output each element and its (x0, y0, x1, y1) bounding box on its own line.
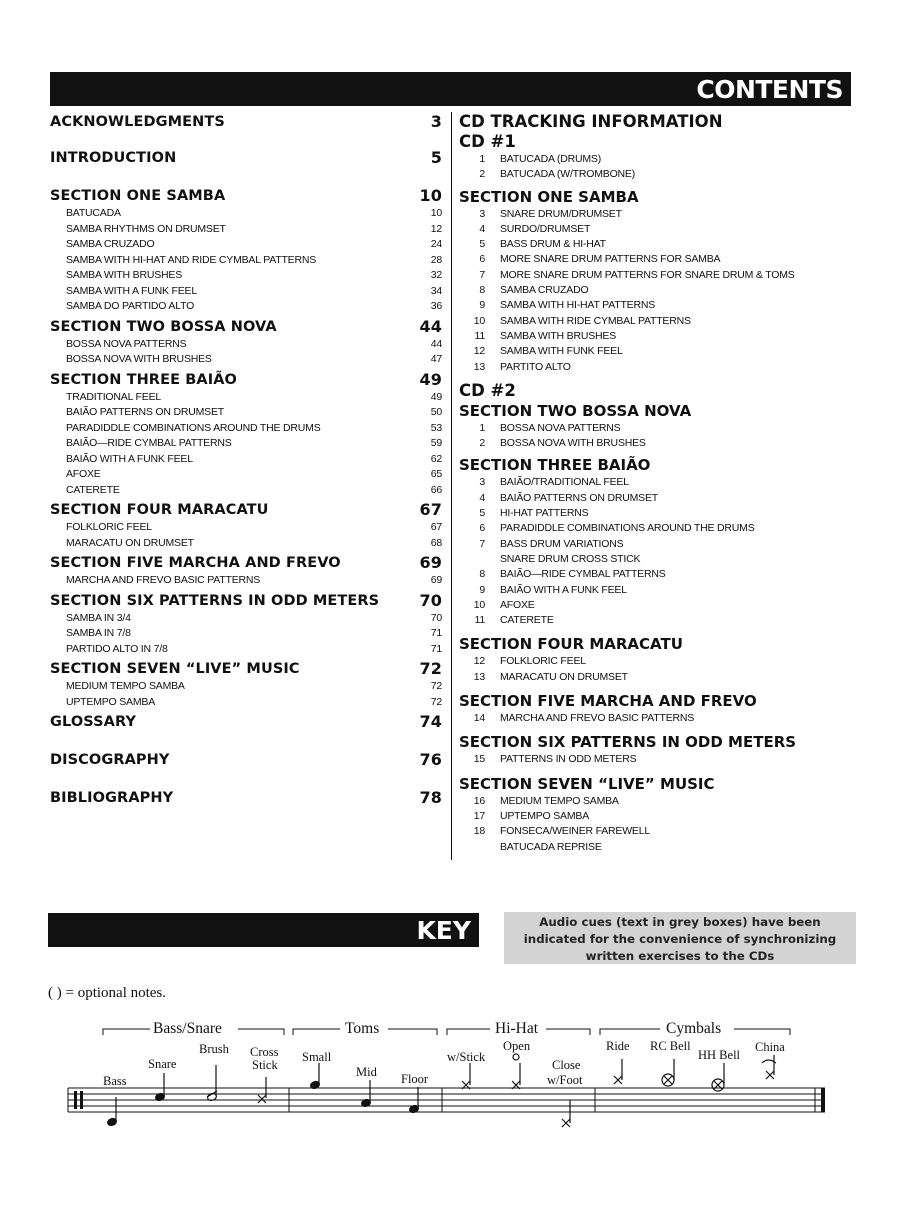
cd-track: 3 BAIÃO/TRADITIONAL FEEL (479, 476, 629, 489)
group-toms: Toms (345, 1020, 380, 1037)
cd-track: 12 FOLKLORIC FEEL (473, 655, 586, 668)
group-cymbals: Cymbals (666, 1020, 722, 1037)
percussion-clef (74, 1091, 77, 1109)
cd-track: 9 SAMBA WITH HI-HAT PATTERNS (479, 299, 656, 312)
label-china: China (755, 1040, 785, 1054)
contents-left-column (50, 112, 442, 808)
toc-introduction[interactable]: INTRODUCTION 5 (50, 148, 442, 167)
toc-item[interactable]: TRADITIONAL FEEL 49 (66, 390, 442, 403)
cd-track: 1 BATUCADA (DRUMS) (479, 153, 602, 165)
cd-track: 10 SAMBA WITH RIDE CYMBAL PATTERNS (473, 314, 691, 327)
cd-track: 2 BATUCADA (W/TROMBONE) (479, 168, 636, 181)
key-title: KEY (416, 916, 471, 945)
label-cross: Cross (250, 1045, 279, 1059)
cd-track: 13 MARACATU ON DRUMSET (473, 670, 628, 683)
cd-track: 17 UPTEMPO SAMBA (473, 809, 589, 822)
cd1-heading: CD #1 (459, 132, 516, 151)
toc-section-heading[interactable]: SECTION SIX PATTERNS IN ODD METERS 70 (50, 590, 442, 610)
toc-item[interactable]: AFOXE 65 (66, 468, 442, 480)
cd-track: 11 SAMBA WITH BRUSHES (474, 329, 617, 342)
group-bass-snare: Bass/Snare (153, 1020, 222, 1037)
toc-item[interactable]: BAIÃO WITH A FUNK FEEL 62 (66, 452, 442, 465)
cd-track: 8 BAIÃO—RIDE CYMBAL PATTERNS (479, 568, 666, 581)
label-close: Close (552, 1058, 581, 1072)
cd2-section-two-heading: SECTION TWO BOSSA NOVA (459, 401, 692, 420)
cd-track: 12 SAMBA WITH FUNK FEEL (473, 345, 623, 358)
cd2-heading: CD #2 (459, 380, 516, 400)
cd-track: 13 PARTITO ALTO (473, 360, 571, 373)
toc-item[interactable]: SAMBA WITH A FUNK FEEL 34 (66, 284, 442, 297)
cd-track: 8 SAMBA CRUZADO (479, 284, 589, 297)
cd2-section-six-heading: SECTION SIX PATTERNS IN ODD METERS (459, 733, 797, 752)
cd-track: 7 BASS DRUM VARIATIONS (479, 537, 624, 550)
label-floor: Floor (401, 1072, 429, 1086)
toc-item[interactable]: UPTEMPO SAMBA 72 (66, 695, 442, 708)
toc-item[interactable]: MEDIUM TEMPO SAMBA 72 (66, 680, 442, 692)
toc-item[interactable]: SAMBA WITH HI-HAT AND RIDE CYMBAL PATTERNS 28 (66, 253, 442, 266)
toc-section-heading[interactable]: SECTION FOUR MARACATU 67 (50, 500, 442, 519)
optional-notes-legend: ( ) = optional notes. (48, 985, 167, 1001)
audio-cues-note: Audio cues (text in grey boxes) have been indicated for the convenience of synchronizing written exercises to the CDs (504, 912, 856, 964)
cd-track: 5 BASS DRUM & HI-HAT (479, 238, 606, 251)
cd2-section-seven-heading: SECTION SEVEN “LIVE” MUSIC (459, 774, 715, 793)
cd-track: 1 BOSSA NOVA PATTERNS (479, 421, 621, 434)
toc-item[interactable]: SAMBA CRUZADO 24 (66, 238, 442, 250)
cd-track: 10 AFOXE (473, 598, 535, 611)
cd-track: 11 CATERETE (474, 614, 554, 627)
label-rc-bell: RC Bell (650, 1039, 691, 1053)
toc-item[interactable]: FOLKLORIC FEEL 67 (66, 521, 442, 533)
drum-key-notation (0, 1005, 900, 1205)
note-cross-stick (258, 1095, 266, 1103)
label-ride: Ride (606, 1039, 630, 1053)
toc-section-heading[interactable]: SECTION THREE BAIÃO 49 (50, 369, 442, 389)
toc-item[interactable]: SAMBA DO PARTIDO ALTO 36 (66, 300, 442, 312)
contents-header-bar (50, 72, 851, 106)
label-small: Small (302, 1050, 332, 1064)
cd-track: 9 BAIÃO WITH A FUNK FEEL (479, 583, 627, 596)
cd-track: 14 MARCHA AND FREVO BASIC PATTERNS (473, 712, 695, 725)
cd-track: 7 MORE SNARE DRUM PATTERNS FOR SNARE DRUM & TOMS (479, 268, 795, 281)
toc-item[interactable]: BAIÃO PATTERNS ON DRUMSET 50 (66, 406, 442, 418)
toc-section-heading[interactable]: SECTION TWO BOSSA NOVA 44 (50, 316, 442, 336)
toc-section-heading[interactable]: SECTION ONE SAMBA 10 (50, 186, 442, 205)
cd-tracking-title: CD TRACKING INFORMATION (459, 112, 723, 131)
cd-track: 2 BOSSA NOVA WITH BRUSHES (479, 437, 646, 450)
toc-glossary[interactable]: GLOSSARY 74 (50, 712, 442, 731)
cd2-section-four-heading: SECTION FOUR MARACATU (459, 635, 683, 654)
label-stick: Stick (252, 1058, 278, 1072)
cd-track: 16 MEDIUM TEMPO SAMBA (473, 794, 619, 807)
cd-track: 4 BAIÃO PATTERNS ON DRUMSET (479, 491, 658, 504)
toc-bibliography[interactable]: BIBLIOGRAPHY 78 (50, 788, 442, 807)
label-brush: Brush (199, 1042, 229, 1056)
label-snare: Snare (148, 1057, 177, 1071)
cd-track: SNARE DRUM CROSS STICK (500, 552, 641, 565)
toc-item[interactable]: SAMBA IN 3/4 70 (66, 611, 442, 624)
label-hh-bell: HH Bell (698, 1048, 741, 1062)
final-barline (821, 1088, 825, 1112)
toc-item[interactable]: SAMBA IN 7/8 71 (66, 627, 442, 639)
note-ride (614, 1076, 622, 1084)
note-hihat-foot (562, 1119, 570, 1127)
toc-section-heading[interactable]: SECTION SEVEN “LIVE” MUSIC 72 (50, 659, 442, 678)
toc-item[interactable]: SAMBA WITH BRUSHES 32 (66, 269, 442, 281)
toc-section-heading[interactable]: SECTION FIVE MARCHA AND FREVO 69 (50, 553, 442, 572)
column-divider (451, 112, 452, 860)
label-open: Open (503, 1039, 531, 1053)
toc-item[interactable]: CATERETE 66 (66, 483, 442, 496)
label-w-stick: w/Stick (447, 1050, 486, 1064)
cd1-section-one-heading: SECTION ONE SAMBA (459, 187, 639, 206)
cd-track: 6 PARADIDDLE COMBINATIONS AROUND THE DRUMS (479, 522, 755, 535)
cd-track: 3 SNARE DRUM/DRUMSET (479, 207, 622, 220)
staff-lines (68, 1088, 825, 1112)
cd-track: 15 PATTERNS IN ODD METERS (473, 753, 637, 766)
toc-item[interactable]: MARCHA AND FREVO BASIC PATTERNS 69 (66, 574, 442, 586)
toc-discography[interactable]: DISCOGRAPHY 76 (50, 750, 442, 769)
toc-item[interactable]: PARADIDDLE COMBINATIONS AROUND THE DRUMS 53 (66, 421, 442, 434)
toc-item[interactable]: BAIÃO—RIDE CYMBAL PATTERNS 59 (66, 437, 442, 449)
label-w-foot: w/Foot (547, 1073, 583, 1087)
cd-track: 6 MORE SNARE DRUM PATTERNS FOR SAMBA (479, 253, 721, 266)
cd2-section-three-heading: SECTION THREE BAIÃO (459, 456, 651, 475)
label-bass: Bass (103, 1074, 127, 1088)
cd-track: 18 FONSECA/WEINER FAREWELL (473, 825, 651, 838)
cd-track: 4 SURDO/DRUMSET (479, 222, 591, 235)
group-hihat: Hi-Hat (495, 1020, 539, 1037)
key-header-bar (48, 913, 479, 947)
toc-item[interactable]: SAMBA RHYTHMS ON DRUMSET 12 (66, 222, 442, 235)
toc-item[interactable]: BOSSA NOVA PATTERNS 44 (66, 337, 442, 350)
toc-item[interactable]: MARACATU ON DRUMSET 68 (66, 536, 442, 549)
toc-item[interactable]: PARTIDO ALTO IN 7/8 71 (66, 642, 442, 655)
toc-item[interactable]: BOSSA NOVA WITH BRUSHES 47 (66, 353, 442, 365)
toc-item[interactable]: BATUCADA 10 (66, 207, 442, 219)
cd-tracking-column (459, 112, 851, 855)
toc-acknowledgments[interactable]: ACKNOWLEDGMENTS 3 (50, 112, 442, 131)
cd2-section-five-heading: SECTION FIVE MARCHA AND FREVO (459, 692, 757, 711)
contents-title: CONTENTS (696, 75, 843, 104)
cd-track: 5 HI-HAT PATTERNS (479, 507, 589, 520)
cd-track: BATUCADA REPRISE (500, 840, 602, 853)
label-mid: Mid (356, 1065, 377, 1079)
note-china (766, 1071, 774, 1079)
